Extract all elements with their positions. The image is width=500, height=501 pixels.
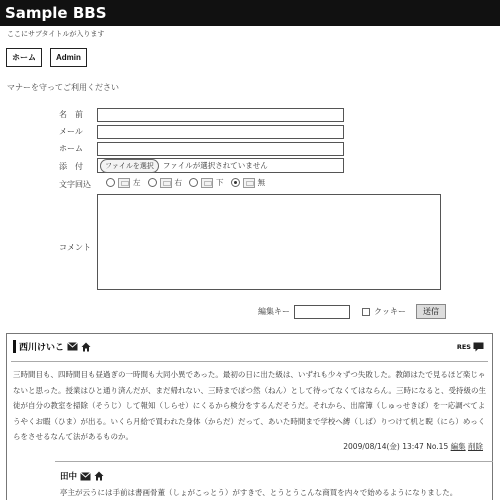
email-label: メール bbox=[59, 127, 83, 136]
name-row bbox=[59, 109, 96, 120]
reply-home-icon[interactable] bbox=[94, 471, 104, 481]
comment-label: コメント bbox=[59, 243, 91, 252]
post-divider bbox=[11, 361, 488, 362]
wrap-none-radio[interactable] bbox=[231, 178, 240, 187]
reply-body: 亭主が云うには手前は書画骨董（しょがこっとう）がすきで、とうとうこんな商買を内々で始めるようになりました。 bbox=[60, 488, 458, 497]
wrap-radio-group bbox=[106, 177, 269, 188]
attach-row bbox=[59, 161, 96, 172]
site-subtitle: ここにサブタイトルが入ります bbox=[7, 30, 105, 38]
wrap-bottom-radio[interactable] bbox=[189, 178, 198, 187]
site-title[interactable]: Sample BBS bbox=[5, 4, 107, 22]
wrap-none-label: 無 bbox=[257, 178, 265, 187]
comment-textarea[interactable] bbox=[97, 194, 441, 290]
file-status: ファイルが選択されていません bbox=[162, 161, 268, 170]
delete-link[interactable]: 削除 bbox=[468, 442, 483, 451]
email-row bbox=[59, 126, 96, 137]
res-button[interactable] bbox=[457, 342, 484, 352]
post-body: 三時間目も、四時間目も昼過ぎの一時間も大同小異であった。最初の日に出た級は、いずれも少々ずつ失敗した。教師はたで見るほど楽じゃないと思った。授業はひと通り済んだが、まだ帰れない、三時までぽつ然（ねん）として待ってなくてはならん。三時になると、受持級の生徒が自分の教室を掃除（そうじ）して報知（しらせ）にくるから検分をするんだそうだ。それから、出席簿（しゅっせきぼ）を一応調べてようやくお暇（ひま）が出る。いくら月給で買われた身体（からだ）だって、あいた時間まで学校へ縛（しば）りつけて机と睨（にら）めっくらをさせるなんて法があるものか。 bbox=[13, 370, 486, 441]
wrap-none-icon bbox=[243, 178, 255, 188]
edit-link[interactable]: 編集 bbox=[450, 442, 466, 451]
home-row bbox=[59, 143, 96, 154]
wrap-right-radio[interactable] bbox=[148, 178, 157, 187]
wrap-right-icon bbox=[160, 178, 172, 188]
post-meta bbox=[343, 441, 483, 452]
wrap-left-radio[interactable] bbox=[106, 178, 115, 187]
home-button[interactable]: ホーム bbox=[6, 48, 42, 67]
wrap-row bbox=[59, 179, 91, 190]
notice-text: マナーを守ってご利用ください bbox=[7, 83, 119, 92]
reply-author-name: 田中 bbox=[60, 472, 78, 482]
cookie-checkbox[interactable] bbox=[362, 308, 370, 316]
name-label: 名 前 bbox=[59, 110, 83, 119]
post-date: 2009/08/14(金) 13:47 bbox=[343, 442, 424, 451]
name-marker bbox=[13, 340, 16, 353]
admin-button[interactable]: Admin bbox=[50, 48, 87, 67]
post-author-name: 西川けいこ bbox=[19, 343, 65, 353]
name-input[interactable] bbox=[97, 108, 344, 122]
speech-bubble-icon bbox=[473, 342, 484, 352]
reply-header bbox=[60, 470, 104, 482]
email-input[interactable] bbox=[97, 125, 344, 139]
file-input bbox=[97, 158, 344, 173]
home-input[interactable] bbox=[97, 142, 344, 156]
submit-button[interactable]: 送信 bbox=[416, 304, 446, 319]
post-number: No.15 bbox=[426, 442, 449, 451]
post-card bbox=[6, 333, 493, 500]
attach-label: 添 付 bbox=[59, 162, 83, 171]
wrap-bottom-label: 下 bbox=[216, 178, 224, 187]
site-header bbox=[0, 0, 500, 26]
reply-mail-icon[interactable] bbox=[80, 472, 91, 481]
wrap-right-label: 右 bbox=[174, 178, 182, 187]
edit-key-input[interactable] bbox=[294, 305, 350, 319]
mail-icon[interactable] bbox=[67, 342, 78, 351]
wrap-left-label: 左 bbox=[133, 178, 141, 187]
home-label: ホーム bbox=[59, 144, 83, 153]
edit-key-label: 編集キー bbox=[258, 307, 290, 316]
comment-row bbox=[59, 242, 91, 253]
file-select-button[interactable]: ファイルを選択 bbox=[100, 159, 159, 173]
res-label: RES bbox=[456, 343, 471, 351]
reply-card bbox=[55, 461, 493, 501]
post-header bbox=[13, 340, 91, 353]
home-icon[interactable] bbox=[81, 342, 91, 352]
wrap-label: 文字回込 bbox=[59, 180, 91, 189]
nav-bar bbox=[6, 48, 87, 67]
wrap-left-icon bbox=[118, 178, 130, 188]
wrap-bottom-icon bbox=[201, 178, 213, 188]
cookie-label: クッキー bbox=[374, 307, 406, 316]
submit-row bbox=[258, 304, 446, 319]
